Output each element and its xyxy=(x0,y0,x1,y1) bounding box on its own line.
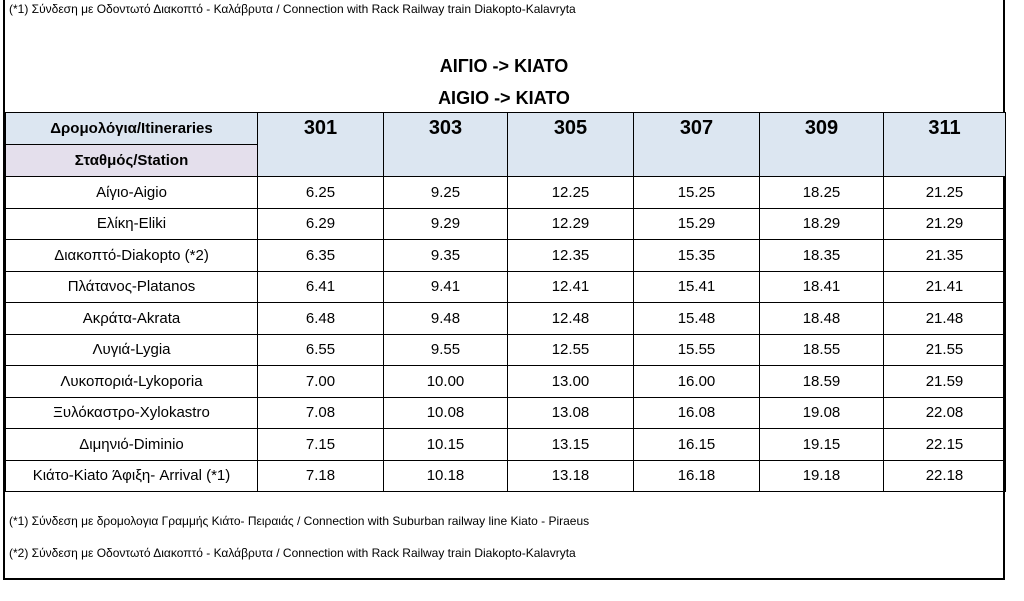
table-row xyxy=(6,177,1006,209)
timetable-body xyxy=(6,177,1006,492)
departure-time: 10.08 xyxy=(384,397,508,429)
departure-time: 13.15 xyxy=(508,429,634,461)
departure-time: 6.41 xyxy=(258,271,384,303)
departure-time: 9.29 xyxy=(384,208,508,240)
departure-time: 22.15 xyxy=(884,429,1006,461)
departure-time: 10.18 xyxy=(384,460,508,492)
station-name: Κιάτο-Kiato Άφιξη- Arrival (*1) xyxy=(6,460,258,492)
departure-time: 13.00 xyxy=(508,366,634,398)
departure-time: 21.41 xyxy=(884,271,1006,303)
departure-time: 15.48 xyxy=(634,303,760,335)
train-number: 311 xyxy=(884,113,1006,177)
table-row xyxy=(6,240,1006,272)
departure-time: 18.35 xyxy=(760,240,884,272)
departure-time: 7.15 xyxy=(258,429,384,461)
departure-time: 21.25 xyxy=(884,177,1006,209)
departure-time: 15.55 xyxy=(634,334,760,366)
departure-time: 9.48 xyxy=(384,303,508,335)
departure-time: 9.25 xyxy=(384,177,508,209)
departure-time: 6.48 xyxy=(258,303,384,335)
departure-time: 22.18 xyxy=(884,460,1006,492)
station-name: Λυκοποριά-Lykoporia xyxy=(6,366,258,398)
train-number: 305 xyxy=(508,113,634,177)
departure-time: 21.55 xyxy=(884,334,1006,366)
station-name: Ακράτα-Akrata xyxy=(6,303,258,335)
departure-time: 9.35 xyxy=(384,240,508,272)
table-row xyxy=(6,429,1006,461)
departure-time: 6.55 xyxy=(258,334,384,366)
departure-time: 10.15 xyxy=(384,429,508,461)
departure-time: 15.41 xyxy=(634,271,760,303)
departure-time: 21.59 xyxy=(884,366,1006,398)
departure-time: 16.15 xyxy=(634,429,760,461)
departure-time: 12.29 xyxy=(508,208,634,240)
departure-time: 9.55 xyxy=(384,334,508,366)
departure-time: 9.41 xyxy=(384,271,508,303)
table-row xyxy=(6,303,1006,335)
departure-time: 21.29 xyxy=(884,208,1006,240)
train-number: 307 xyxy=(634,113,760,177)
departure-time: 19.18 xyxy=(760,460,884,492)
departure-time: 16.00 xyxy=(634,366,760,398)
departure-time: 6.35 xyxy=(258,240,384,272)
top-footnote: (*1) Σύνδεση με Οδοντωτό Διακοπτό - Καλάβρυτα / Connection with Rack Railway train Diakopto-Kalavryta xyxy=(9,2,576,16)
station-label: Σταθμός/Station xyxy=(6,145,258,177)
table-row xyxy=(6,460,1006,492)
departure-time: 12.55 xyxy=(508,334,634,366)
departure-time: 12.48 xyxy=(508,303,634,335)
station-name: Λυγιά-Lygia xyxy=(6,334,258,366)
timetable-sheet xyxy=(3,0,1005,580)
departure-time: 18.48 xyxy=(760,303,884,335)
table-row xyxy=(6,271,1006,303)
departure-time: 21.35 xyxy=(884,240,1006,272)
departure-time: 18.55 xyxy=(760,334,884,366)
departure-time: 18.29 xyxy=(760,208,884,240)
departure-time: 19.08 xyxy=(760,397,884,429)
station-name: Διμηνιό-Diminio xyxy=(6,429,258,461)
departure-time: 18.41 xyxy=(760,271,884,303)
departure-time: 7.00 xyxy=(258,366,384,398)
table-row xyxy=(6,208,1006,240)
departure-time: 16.08 xyxy=(634,397,760,429)
departure-time: 12.35 xyxy=(508,240,634,272)
departure-time: 15.25 xyxy=(634,177,760,209)
table-row xyxy=(6,334,1006,366)
train-number: 309 xyxy=(760,113,884,177)
departure-time: 18.25 xyxy=(760,177,884,209)
departure-time: 7.08 xyxy=(258,397,384,429)
departure-time: 7.18 xyxy=(258,460,384,492)
train-number: 301 xyxy=(258,113,384,177)
departure-time: 13.08 xyxy=(508,397,634,429)
station-name: Διακοπτό-Diakopto (*2) xyxy=(6,240,258,272)
route-title-greek: ΑΙΓΙΟ -> ΚΙΑΤΟ xyxy=(439,56,569,76)
train-number: 303 xyxy=(384,113,508,177)
route-title-latin: AIGIO -> KIATO xyxy=(438,88,570,108)
table-row xyxy=(6,397,1006,429)
footnote-1: (*1) Σύνδεση με δρομολογια Γραμμής Κιάτο- Πειραιάς / Connection with Suburban railway line Kiato - Piraeus xyxy=(9,514,590,528)
departure-time: 6.29 xyxy=(258,208,384,240)
departure-time: 15.35 xyxy=(634,240,760,272)
timetable xyxy=(5,112,1006,492)
departure-time: 15.29 xyxy=(634,208,760,240)
station-name: Ξυλόκαστρο-Xylokastro xyxy=(6,397,258,429)
departure-time: 6.25 xyxy=(258,177,384,209)
departure-time: 16.18 xyxy=(634,460,760,492)
station-name: Αίγιο-Aigio xyxy=(6,177,258,209)
departure-time: 19.15 xyxy=(760,429,884,461)
footnote-2: (*2) Σύνδεση με Οδοντωτό Διακοπτό - Καλάβρυτα / Connection with Rack Railway train Diakopto-Kalavryta xyxy=(9,546,576,560)
departure-time: 10.00 xyxy=(384,366,508,398)
departure-time: 22.08 xyxy=(884,397,1006,429)
itineraries-label: Δρομολόγια/Itineraries xyxy=(6,113,258,145)
departure-time: 13.18 xyxy=(508,460,634,492)
table-row xyxy=(6,366,1006,398)
departure-time: 12.25 xyxy=(508,177,634,209)
departure-time: 21.48 xyxy=(884,303,1006,335)
departure-time: 12.41 xyxy=(508,271,634,303)
station-name: Ελίκη-Eliki xyxy=(6,208,258,240)
station-name: Πλάτανος-Platanos xyxy=(6,271,258,303)
header-row xyxy=(6,113,1006,145)
departure-time: 18.59 xyxy=(760,366,884,398)
